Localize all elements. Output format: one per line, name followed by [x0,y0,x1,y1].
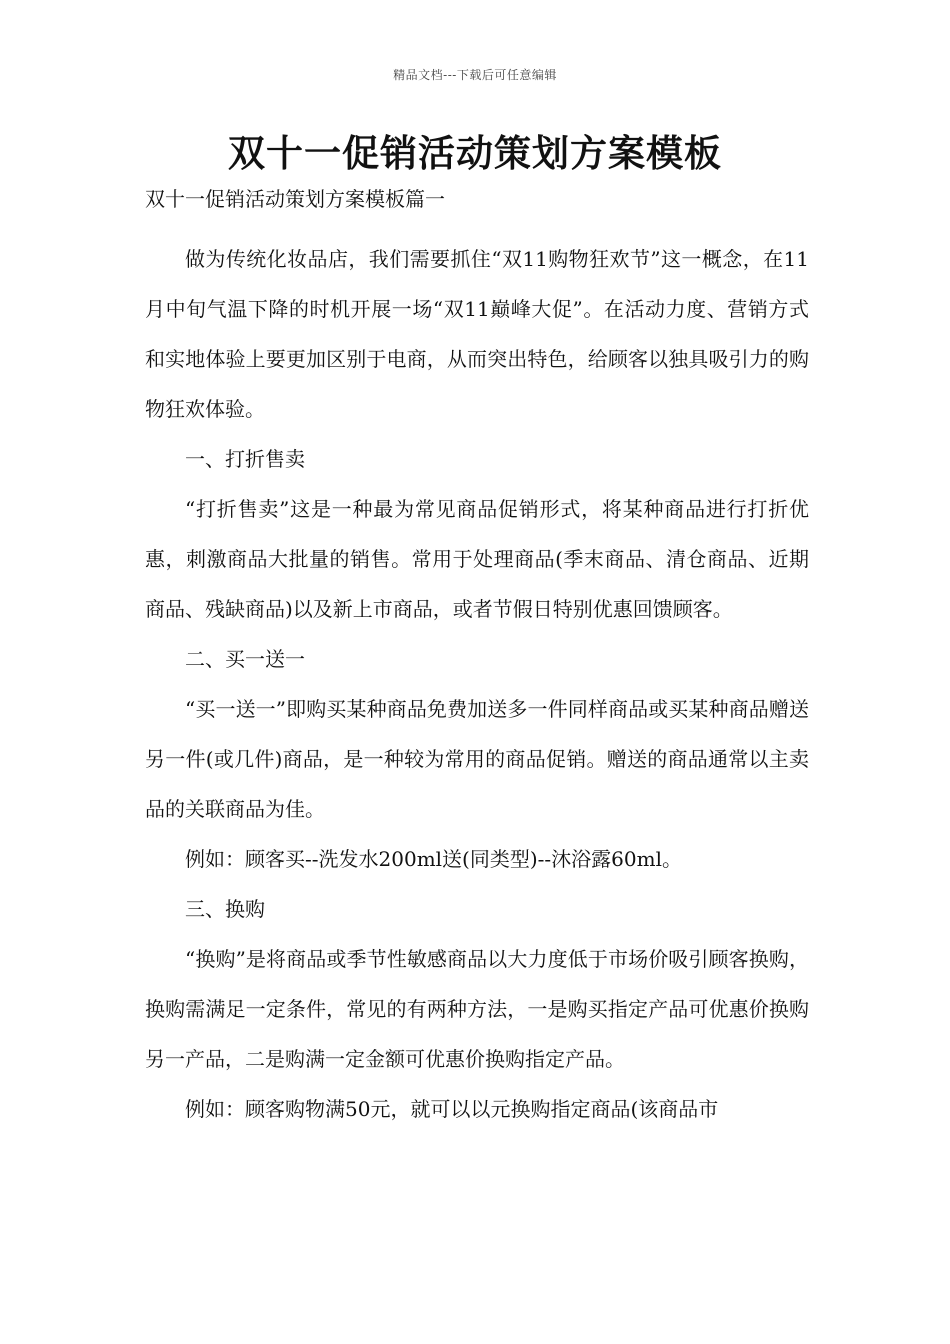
document-title: 双十一促销活动策划方案模板 [228,131,722,175]
paragraph-buy-one-get-one: “买一送一”即购买某种商品免费加送多一件同样商品或买某种商品赠送另一件(或几件)商品，是一种较为常用的商品促销。赠送的商品通常以主卖品的关联商品为佳。 [145,697,809,821]
paragraph-exchange: “换购”是将商品或季节性敏感商品以大力度低于市场价吸引顾客换购，换购需满足一定条件，常见的有两种方法，一是购买指定产品可优惠价换购另一产品，二是购满一定金额可优惠价换购指定产品。 [145,947,809,1071]
section-heading-discount: 一、打折售卖 [185,447,305,471]
header-note: 精品文档---下载后可任意编辑 [393,68,557,82]
paragraph-discount: “打折售卖”这是一种最为常见商品促销形式，将某种商品进行打折优惠，刺激商品大批量的销售。常用于处理商品(季末商品、清仓商品、近期商品、残缺商品)以及新上市商品，或者节假日特别优惠回馈顾客。 [145,497,809,621]
section-heading-exchange: 三、换购 [185,897,265,921]
paragraph-example-gift: 例如：顾客买--洗发水200ml送(同类型)--沐浴露60ml。 [185,847,682,871]
section-heading-buy-one-get-one: 二、买一送一 [185,647,305,671]
document-subtitle: 双十一促销活动策划方案模板篇一 [145,187,445,211]
document-body [145,234,809,1134]
paragraph-example-exchange: 例如：顾客购物满50元，就可以以元换购指定商品(该商品市 [185,1097,719,1121]
paragraph-intro: 做为传统化妆品店，我们需要抓住“双11购物狂欢节”这一概念，在11月中旬气温下降的时机开展一场“双11巅峰大促”。在活动力度、营销方式和实地体验上要更加区别于电商，从而突出特色，给顾客以独具吸引力的购物狂欢体验。 [145,247,809,421]
